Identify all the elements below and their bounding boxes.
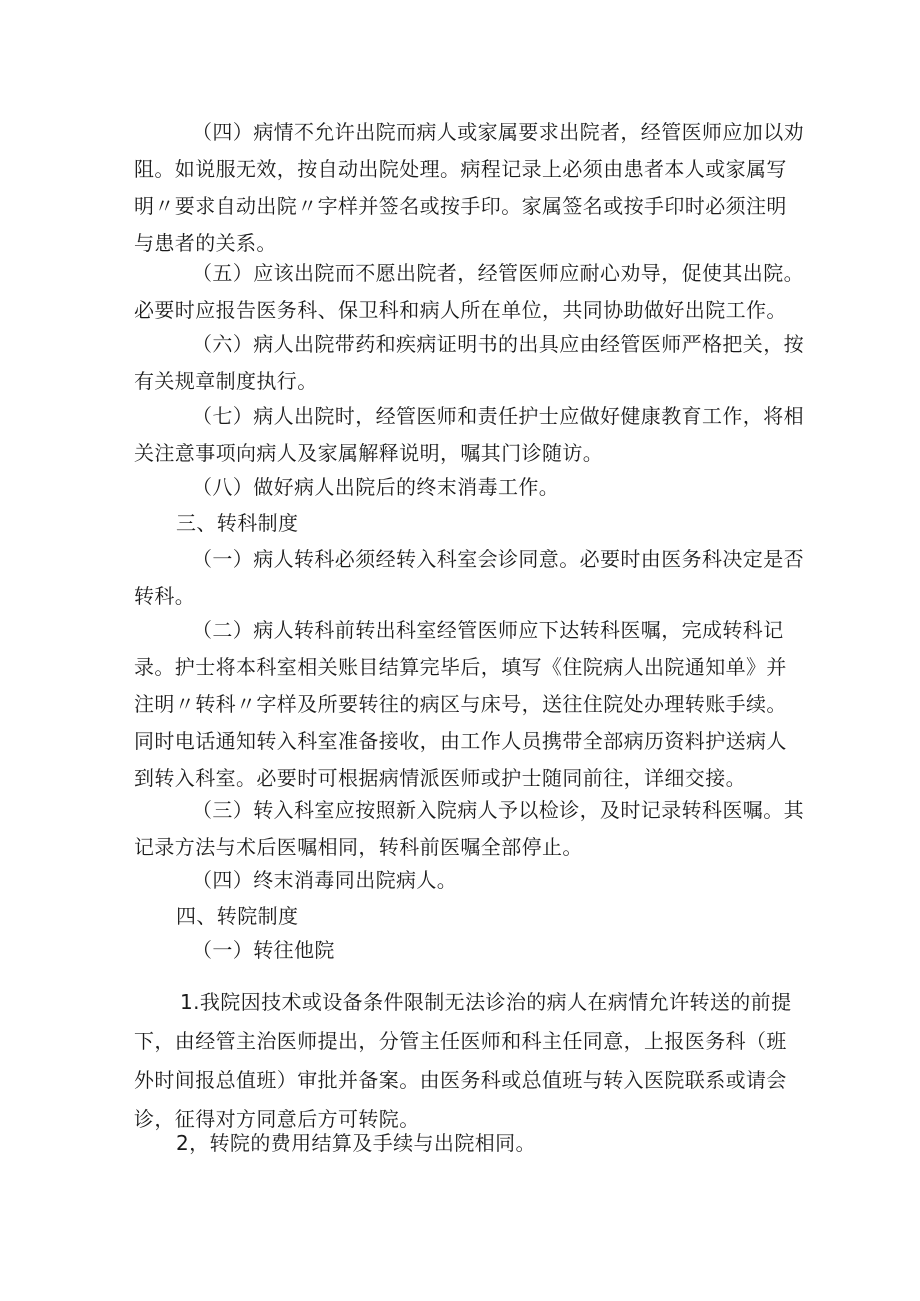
section-heading-transfer-department: 三、转科制度 [176, 511, 299, 535]
subheading-transfer-out: （一）转往他院 [192, 938, 335, 962]
paragraph-transfer-approval: 1.我院因技术或设备条件限制无法诊治的病人在病情允许转送的前提下，由经管主治医师提出，分管主任医师和科主任同意，上报医务科（班外时间报总值班）审批并备案。由医务科或总值班与转入医院联系或请会诊，征得对方同意后方可转院。 [134, 990, 792, 1131]
paragraph-terminal-disinfection: （八）做好病人出院后的终末消毒工作。 [192, 475, 560, 499]
paragraph-discharge-medication: （六）病人出院带药和疾病证明书的出具应由经管医师严格把关，按有关规章制度执行。 [134, 332, 804, 393]
paragraph-transfer-consultation: （一）病人转科必须经转入科室会诊同意。必要时由医务科决定是否转科。 [134, 547, 804, 608]
section-heading-transfer-hospital: 四、转院制度 [176, 904, 299, 928]
paragraph-receiving-department: （三）转入科室应按照新入院病人予以检诊，及时记录转科医嘱。其记录方法与术后医嘱相同，转科前医嘱全部停止。 [134, 798, 804, 859]
paragraph-transfer-disinfection: （四）终末消毒同出院病人。 [192, 868, 458, 892]
paragraph-transfer-procedure: （二）病人转科前转出科室经管医师应下达转科医嘱，完成转科记录。护士将本科室相关账目结算完毕后，填写《住院病人出院通知单》并注明〃转科〃字样及所要转往的病区与床号，送往住院处办理转账手续。同时电话通知转入科室准备接收，由工作人员携带全部病历资料护送病人到转入科室。必要时可根据病情派医师或护士随同前往，详细交接。 [134, 618, 787, 790]
paragraph-refuse-discharge: （五）应该出院而不愿出院者，经管医师应耐心劝导，促使其出院。必要时应报告医务科、保卫科和病人所在单位，共同协助做好出院工作。 [134, 261, 804, 322]
paragraph-transfer-fees: 2，转院的费用结算及手续与出院相同。 [176, 1131, 536, 1155]
paragraph-discharge-against-advice: （四）病情不允许出院而病人或家属要求出院者，经管医师应加以劝阻。如说服无效，按自动出院处理。病程记录上必须由患者本人或家属写明〃要求自动出院〃字样并签名或按手印。家属签名或按手印时必须注明与患者的关系。 [134, 120, 804, 255]
paragraph-health-education: （七）病人出院时，经管医师和责任护士应做好健康教育工作，将相关注意事项向病人及家属解释说明，嘱其门诊随访。 [134, 404, 804, 465]
